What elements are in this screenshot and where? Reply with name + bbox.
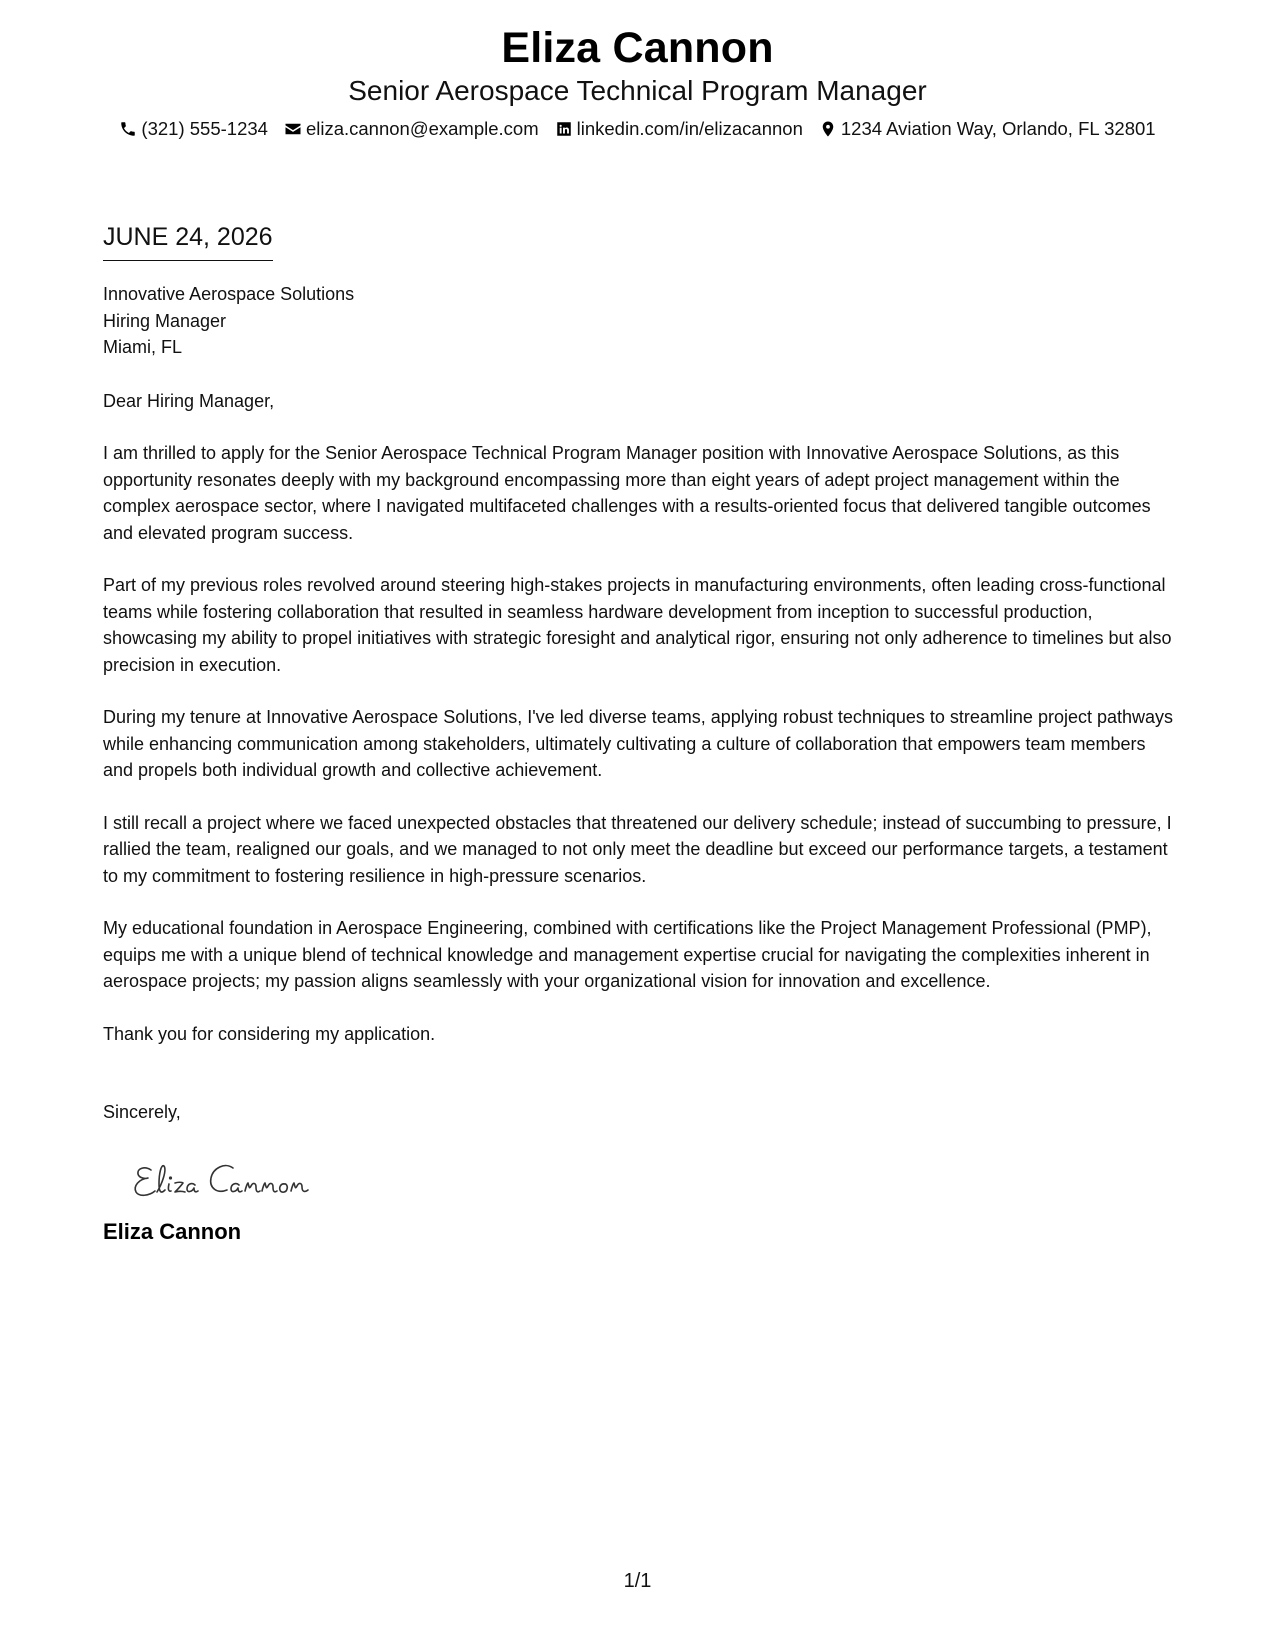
body-paragraph: Part of my previous roles revolved around steering high-stakes projects in manufacturing environments, often leading cross-functional teams while fostering collaboration that resulted in seamless hardware development from inception to successful production, showcasing my ability to propel initiatives with strategic foresight and analytical rigor, ensuring not only adherence to timelines but also precision in execution.	[103, 575, 1172, 675]
contact-info	[0, 116, 1275, 142]
recipient-location: Miami, FL	[103, 337, 183, 357]
body-paragraph: During my tenure at Innovative Aerospace Solutions, I've led diverse teams, applying robust techniques to streamline project pathways while enhancing communication among stakeholders, ultimately cultivating a culture of collaboration that empowers team members and propels both individual growth and collective achievement.	[103, 707, 1174, 780]
signed-name: Eliza Cannon	[103, 1218, 242, 1244]
contact-linkedin[interactable]	[555, 116, 803, 142]
linkedin-text[interactable]: linkedin.com/in/elizacannon	[576, 118, 803, 139]
page-number: 1/1	[623, 1570, 652, 1592]
map-marker-icon	[819, 120, 837, 138]
email-text[interactable]: eliza.cannon@example.com	[305, 118, 539, 139]
salutation: Dear Hiring Manager,	[103, 390, 275, 411]
address-text: 1234 Aviation Way, Orlando, FL 32801	[840, 118, 1156, 139]
applicant-title: Senior Aerospace Technical Program Manager	[348, 75, 927, 106]
letter-date: JUNE 24, 2026	[103, 220, 273, 261]
contact-email[interactable]	[284, 116, 539, 142]
contact-address	[819, 116, 1156, 142]
phone-icon	[119, 120, 137, 138]
phone-text: (321) 555-1234	[141, 118, 268, 139]
letter-header	[0, 22, 1275, 142]
recipient-company: Innovative Aerospace Solutions	[103, 284, 355, 304]
thank-you-line: Thank you for considering my application.	[103, 1023, 436, 1044]
closing: Sincerely,	[103, 1102, 181, 1122]
linkedin-icon	[555, 120, 573, 138]
contact-phone	[119, 116, 268, 142]
letter-body	[103, 220, 1175, 1246]
body-paragraph: I am thrilled to apply for the Senior Aerospace Technical Program Manager position with Innovative Aerospace Solutions, as this opportunity resonates deeply with my background encompassing more than eight years of adept project management within the complex aerospace sector, where I navigated multifaceted challenges with a results-oriented focus that delivered tangible outcomes and elevated program success.	[103, 443, 1151, 543]
applicant-name: Eliza Cannon	[501, 24, 774, 72]
body-paragraph: My educational foundation in Aerospace Engineering, combined with certifications like the Project Management Professional (PMP), equips me with a unique blend of technical knowledge and management expertise crucial for navigating the complexities inherent in aerospace projects; my passion aligns seamlessly with your organizational vision for innovation and excellence.	[103, 918, 1152, 991]
handwritten-signature	[129, 1156, 339, 1204]
recipient-role: Hiring Manager	[103, 310, 227, 331]
recipient-block	[103, 281, 1175, 361]
envelope-icon	[284, 120, 302, 138]
body-paragraph: I still recall a project where we faced unexpected obstacles that threatened our delivery schedule; instead of succumbing to pressure, I rallied the team, realigned our goals, and we managed to not only meet the deadline but exceed our performance targets, a testament to my commitment to fostering resilience in high-pressure scenarios.	[103, 812, 1172, 886]
